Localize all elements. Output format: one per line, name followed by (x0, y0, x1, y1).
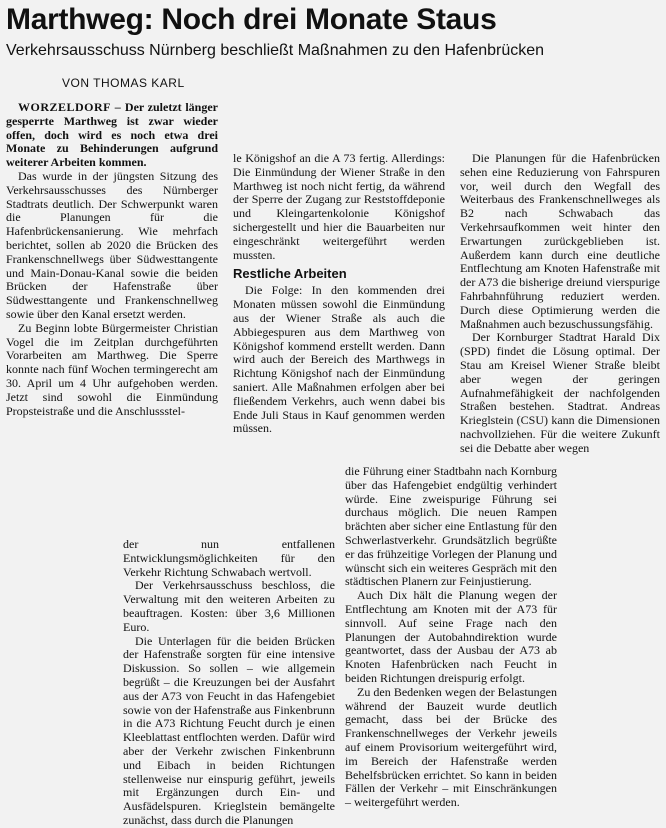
column-1 (6, 101, 218, 418)
subheadline: Verkehrsausschuss Nürnberg beschließt Maßnahmen zu den Hafenbrücken (6, 42, 545, 59)
lead-place: WORZELDORF – (18, 100, 122, 114)
paragraph: Der Kornburger Stadtrat Harald Dix (SPD) findet die Lösung optimal. Der Stau am Kreisel Wiener Straße bleibt aber wegen der geringen Aufnahmefähigkeit der nachfolgenden Straßen bestehen. Stadtrat. Andreas Krieglstein (CSU) kann die Dimensionen nachvollziehen. Für die weitere Zukunft sei die Debatte aber wegen (460, 330, 660, 455)
paragraph: Der Verkehrsausschuss beschloss, die Verwaltung mit den weiteren Arbeiten zu beauftragen. Kosten: über 3,6 Millionen Euro. (123, 578, 335, 634)
paragraph: die Führung einer Stadtbahn nach Kornburg über das Hafengebiet endgültig verhindert würde. Eine zweispurige Führung sei durchaus möglich. Die neuen Rampen brächten aber sicher eine Entlastung für den Schwerlastverkehr. Grundsätzlich begrüßte er das frühzeitige Vorlegen der Planung und wünscht sich ein weiteres Gespräch mit den städtischen Planern zur Feinjustierung. (345, 464, 557, 589)
headline: Marthweg: Noch drei Monate Staus (6, 3, 497, 36)
paragraph: Die Folge: In den kommenden drei Monaten müssen sowohl die Einmündung aus der Wiener Straße als auch die Abbiegespuren aus dem Marthweg von Königshof kommend erstellt werden. Dann wird auch der Bereich des Marthwegs in Richtung Königshof nach der Einmündung saniert. Alle Maßnahmen erfolgen aber bei fließendem Verkehrs, auch wenn dabei bis Ende Juli Staus in Kauf genommen werden müssen. (233, 283, 445, 436)
paragraph: Zu den Bedenken wegen der Belastungen während der Bauzeit wurde deutlich gemacht, dass bei der Brücke des Frankenschnellweges der Verkehr jeweils auf einem Provisorium weitergeführt wird, im Bereich der Hafenstraße werden Behelfsbrücken errichtet. So kann in beiden Fällen der Verkehr – mit Einschränkungen – weitergeführt werden. (345, 684, 557, 810)
paragraph: Das wurde in der jüngsten Sitzung des Verkehrsausschusses des Nürnberger Stadtrats deutlich. Der Schwerpunkt waren die Planungen für die Hafenbrückensanierung. Wie mehrfach berichtet, sollen ab 2020 die Brücken des Frankenschnellwegs über Südwesttangente und Main-Donau-Kanal sowie die beiden Brücken der Hafenstraße über Südwesttangente und Frankenschnellweg sowie über den Kanal ersetzt werden. (6, 168, 218, 321)
paragraph: Zu Beginn lobte Bürgermeister Christian Vogel die im Zeitplan durchgeführten Vorarbeiten am Marthweg. Die Sperre konnte nach fünf Wochen termingerecht am 30. April um 4 Uhr aufgehoben werden. Jetzt sind sowohl die Einmündung Propsteistraße und die Anschlussstel- (6, 320, 218, 418)
byline: VON THOMAS KARL (62, 76, 185, 90)
paragraph: Auch Dix hält die Planung wegen der Entflechtung am Knoten mit der A73 für sinnvoll. Auf seine Frage nach den Planungen der Autobahndirektion wurde geantwortet, dass der Ausbau der A73 ab Knoten Hafenbrücken nach Feucht in beiden Richtungen dreispurig erfolgt. (345, 588, 557, 685)
lead-paragraph (6, 101, 218, 170)
lead-text: Der zuletzt länger gesperrte Marthweg ist zwar wieder offen, doch wird es noch etwa drei Monate zu Behinderungen aufgrund weiterer Arbeiten kommen. (6, 100, 218, 170)
section-heading: Restliche Arbeiten (233, 266, 347, 282)
column-2 (233, 152, 445, 436)
column-5 (345, 465, 557, 810)
paragraph: Die Unterlagen für die beiden Brücken der Hafenstraße sorgten für eine intensive Diskussion. So sollen – wie allgemein begrüßt – die Kreuzungen bei der Ausfahrt aus der A73 von Feucht in das Hafengebiet sowie von der Hafenstraße aus Finkenbrunn in die A73 Richtung Feucht durch je einen Kleeblattast entflochten werden. Dafür wird aber der Verkehr zwischen Finkenbrunn und Eibach in beiden Richtungen stellenweise nur einspurig geführt, jeweils mit Ergänzungen durch Ein- und Ausfädelspuren. Krieglstein bemängelte zunächst, dass durch die Planungen (123, 633, 335, 827)
column-4 (123, 538, 335, 828)
column-3 (460, 152, 660, 456)
paragraph: Die Planungen für die Hafenbrücken sehen eine Reduzierung von Fahrspuren vor, weil durch den Wegfall des Weiterbaus des Frankenschnellweges als B2 nach Schwabach das Verkehrsaufkommen weit hinter den Erwartungen zurückgeblieben ist. Außerdem kann durch eine deutliche Entflechtung am Knoten Hafenstraße mit der A73 die bisherige dreiund vierspurige Fahrbahnführung reduziert werden. Durch diese Optimierung werden die Maßnahmen auch bezuschussungsfähig. (460, 151, 660, 331)
paragraph: le Königshof an die A 73 fertig. Allerdings: Die Einmündung der Wiener Straße in den Marthweg ist noch nicht fertig, da während der Sperre der Zugang zur Reststoffdeponie und Kleingartenkolonie Königshof sichergestellt und hier die Bauarbeiten nur eingeschränkt weitergeführt werden mussten. (233, 151, 445, 262)
paragraph: der nun entfallenen Entwicklungsmöglichkeiten für den Verkehr Richtung Schwabach wertvoll. (123, 537, 335, 579)
